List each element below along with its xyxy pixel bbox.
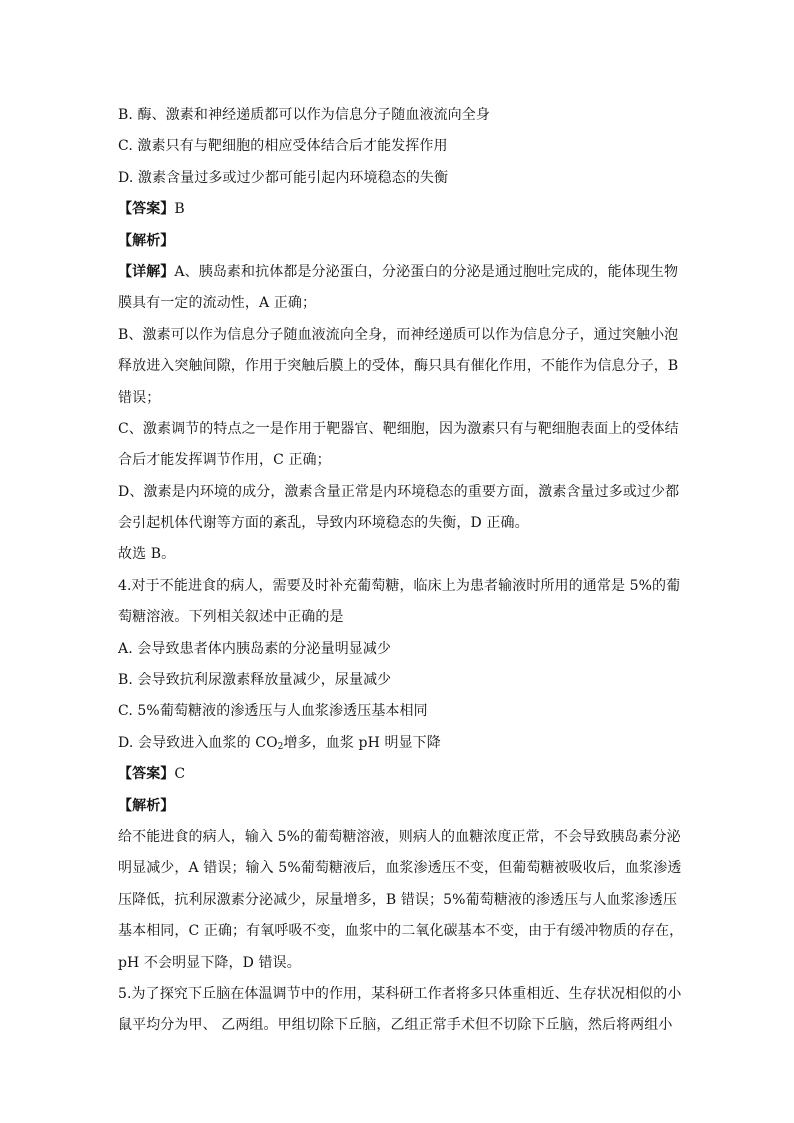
subscript: 2 (277, 741, 284, 752)
q5-stem: 5.为了探究下丘脑在体温调节中的作用，某科研工作者将多只体重相近、生存状况相似的小 (118, 985, 682, 1002)
answer-tag: 【答案】 (118, 201, 175, 218)
q4-analysis-line: 给不能进食的病人，输入 5%的葡萄糖溶液，则病人的血糖浓度正常，不会导致胰岛素分泌 (118, 828, 681, 845)
q3-analysis-line: 释放进入突触间隙，作用于突触后膜上的受体，酶只具有催化作用，不能作为信息分子，B (118, 358, 679, 375)
q3-option-c: C. 激素只有与靶细胞的相应受体结合后才能发挥作用 (118, 138, 448, 155)
q3-analysis-line: 膜具有一定的流动性，A 正确； (118, 295, 317, 312)
q3-analysis-line: 合后才能发挥调节作用，C 正确； (118, 452, 331, 469)
answer-value: C (174, 766, 186, 783)
answer-value: B (174, 201, 185, 218)
option-d-text-end: 增多，血浆 pH 明显下降 (283, 734, 441, 751)
q3-analysis-line (118, 257, 678, 288)
option-d-text: D. 会导致进入血浆的 CO (118, 734, 278, 751)
q4-analysis-line: 明显减少，A 错误；输入 5%葡萄糖液后，血浆渗透压不变，但葡萄糖被吸收后，血浆渗透 (118, 860, 682, 877)
q3-analysis-heading: 【解析】 (118, 232, 175, 249)
q3-analysis-line: B、激素可以作为信息分子随血液流向全身，而神经递质可以作为信息分子，通过突触小泡 (118, 326, 679, 343)
q4-analysis-line: 基本相同，C 正确；有氧呼吸不变，血浆中的二氧化碳基本不变，由于有缓冲物质的存在， (118, 923, 684, 940)
q4-stem: 萄糖溶液。下列相关叙述中正确的是 (118, 609, 344, 626)
q4-analysis-line: pH 不会明显下降，D 错误。 (118, 954, 301, 971)
q4-option-b: B. 会导致抗利尿激素释放量减少，尿量减少 (118, 672, 392, 689)
q4-option-a: A. 会导致患者体内胰岛素的分泌量明显减少 (118, 640, 392, 657)
q4-answer (118, 759, 678, 790)
page-content (118, 100, 684, 1042)
q3-analysis-line: C、激素调节的特点之一是作用于靶器官、靶细胞，因为激素只有与靶细胞表面上的受体结 (118, 420, 679, 437)
q3-answer (118, 194, 678, 225)
analysis-text: A、胰岛素和抗体都是分泌蛋白，分泌蛋白的分泌是通过胞吐完成的，能体现生物 (174, 263, 679, 280)
q4-option-d (118, 728, 678, 759)
detail-tag: 【详解】 (118, 263, 175, 280)
q3-option-d: D. 激素含量过多或过少都可能引起内环境稳态的失衡 (118, 169, 449, 186)
q3-analysis-line: 错误； (118, 389, 161, 406)
q5-stem: 鼠平均分为甲、 乙两组。甲组切除下丘脑，乙组正常手术但不切除下丘脑，然后将两组小 (118, 1017, 673, 1034)
q3-analysis-line: D、激素是内环境的成分，激素含量正常是内环境稳态的重要方面，激素含量过多或过少都 (118, 483, 680, 500)
q4-analysis-line: 压降低，抗利尿激素分泌减少，尿量增多，B 错误；5%葡萄糖液的渗透压与人血浆渗透压 (118, 891, 678, 908)
q3-conclusion: 故选 B。 (118, 546, 176, 563)
q3-option-b: B. 酶、激素和神经递质都可以作为信息分子随血液流向全身 (118, 107, 490, 123)
q3-analysis-line: 会引起机体代谢等方面的紊乱，导致内环境稳态的失衡，D 正确。 (118, 515, 529, 532)
q4-analysis-heading: 【解析】 (118, 797, 175, 814)
q4-stem: 4.对于不能进食的病人，需要及时补充葡萄糖，临床上为患者输液时所用的通常是 5%的葡 (118, 577, 681, 594)
q4-option-c: C. 5%葡萄糖液的渗透压与人血浆渗透压基本相同 (118, 703, 428, 720)
answer-tag: 【答案】 (118, 766, 175, 783)
